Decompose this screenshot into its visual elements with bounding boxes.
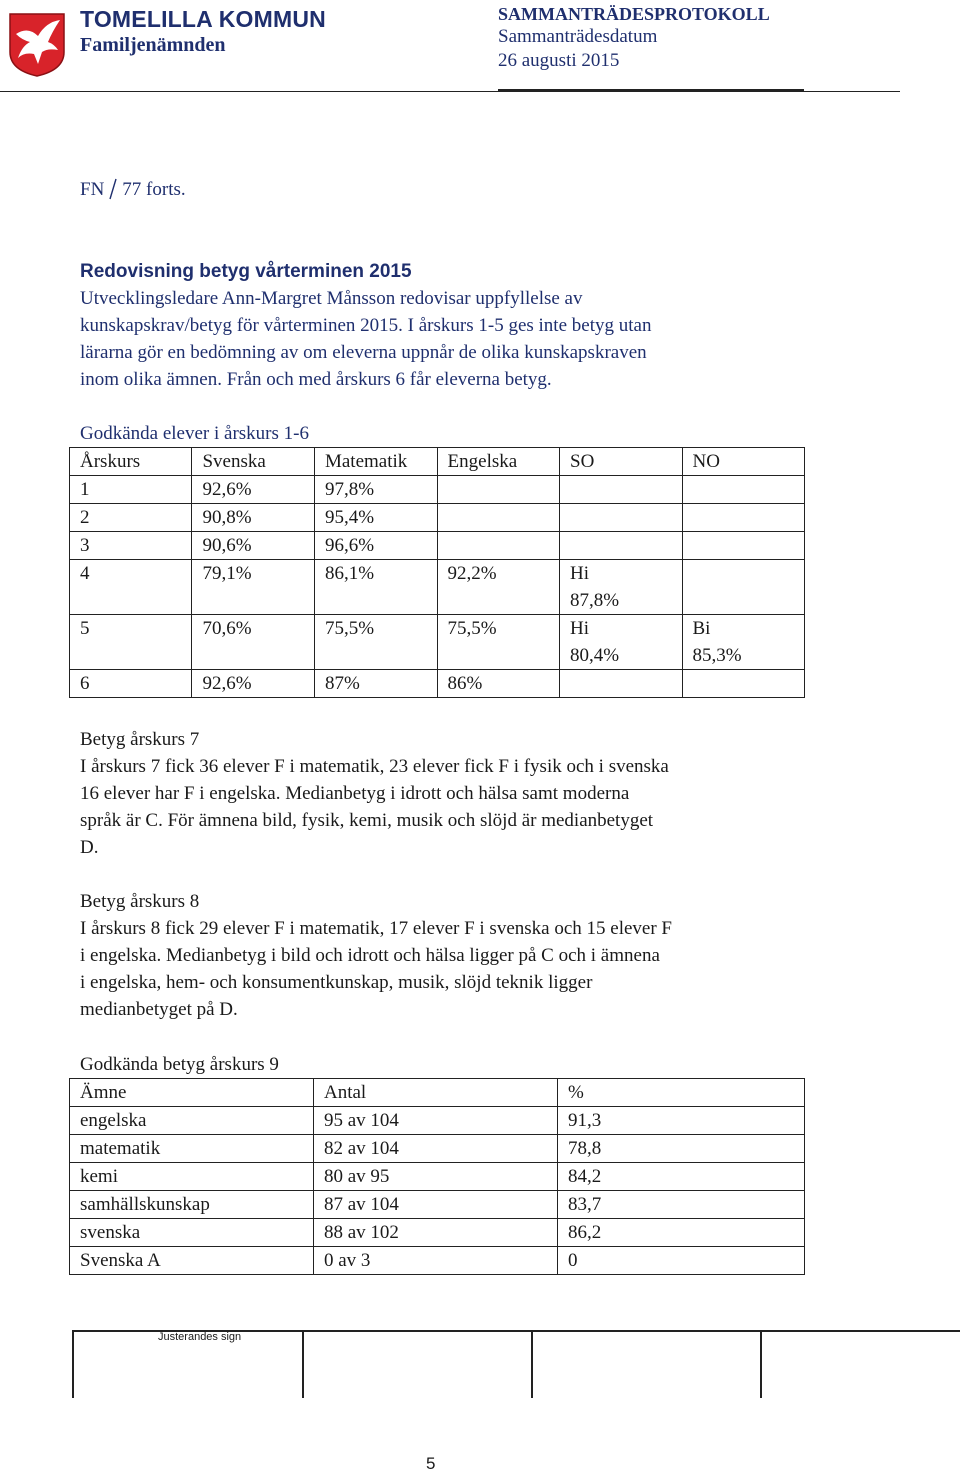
table-cell: 0 av 3	[314, 1247, 558, 1275]
table-row	[70, 1163, 805, 1191]
table-cell	[560, 560, 682, 615]
table-cell: 84,2	[558, 1163, 805, 1191]
table-row	[70, 532, 805, 560]
reference-prefix: FN	[80, 179, 105, 200]
reference-number: 77 forts.	[122, 179, 186, 200]
grades-9-table	[69, 1078, 805, 1275]
table-cell	[560, 670, 682, 698]
section-text-line: kunskapskrav/betyg för vårterminen 2015. I årskurs 1-5 ges inte betyg utan	[80, 315, 652, 336]
table-cell	[560, 504, 682, 532]
table-cell: 97,8%	[314, 476, 437, 504]
table-header-cell: %	[558, 1079, 805, 1107]
signature-cell-divider	[531, 1332, 533, 1398]
signature-cell-divider	[72, 1332, 74, 1398]
table-header-cell: NO	[682, 448, 805, 476]
table-header-cell: Ämne	[70, 1079, 314, 1107]
table-cell: 86,2	[558, 1219, 805, 1247]
table-cell	[560, 532, 682, 560]
header-divider	[0, 91, 900, 92]
table-cell: 92,2%	[437, 560, 560, 615]
table-cell: 87 av 104	[314, 1191, 558, 1219]
table-cell	[437, 532, 560, 560]
table-cell: 3	[70, 532, 192, 560]
grades-1-6-table	[69, 447, 805, 698]
table-cell: 78,8	[558, 1135, 805, 1163]
table-cell: 6	[70, 670, 192, 698]
table-cell	[560, 476, 682, 504]
grade8-text-line: I årskurs 8 fick 29 elever F i matematik, 17 elever F i svenska och 15 elever F	[80, 918, 672, 939]
table-row	[70, 615, 805, 670]
table-cell: 92,6%	[192, 670, 315, 698]
table-cell	[437, 504, 560, 532]
table-header-cell: Årskurs	[70, 448, 192, 476]
grade7-title: Betyg årskurs 7	[80, 729, 200, 750]
section-text-line: Utvecklingsledare Ann-Margret Månsson redovisar uppfyllelse av	[80, 288, 583, 309]
table-cell: 83,7	[558, 1191, 805, 1219]
table-header-cell: SO	[560, 448, 682, 476]
table-cell: 95,4%	[314, 504, 437, 532]
table-cell: 75,5%	[437, 615, 560, 670]
paragraph-reference	[80, 176, 186, 203]
table-row	[70, 1191, 805, 1219]
grade8-text-line: i engelska, hem- och konsumentkunskap, musik, slöjd teknik ligger	[80, 972, 593, 993]
signature-cell-divider	[302, 1332, 304, 1398]
table-cell: kemi	[70, 1163, 314, 1191]
table-row	[70, 1247, 805, 1275]
section-sign-icon	[108, 178, 118, 200]
table-cell: 96,6%	[314, 532, 437, 560]
table-header-row	[70, 1079, 805, 1107]
table-cell: engelska	[70, 1107, 314, 1135]
table-cell	[682, 670, 805, 698]
table-header-cell: Matematik	[314, 448, 437, 476]
table-row	[70, 560, 805, 615]
cell-subject-label: Hi	[570, 563, 590, 584]
page-number: 5	[426, 1454, 436, 1473]
table-cell: 2	[70, 504, 192, 532]
table-row	[70, 670, 805, 698]
table-cell: svenska	[70, 1219, 314, 1247]
table-cell	[682, 476, 805, 504]
table-cell	[682, 560, 805, 615]
table-header-cell: Engelska	[437, 448, 560, 476]
table2-caption: Godkända betyg årskurs 9	[80, 1054, 279, 1075]
cell-value: 87,8%	[570, 590, 620, 611]
table-header-cell: Antal	[314, 1079, 558, 1107]
table-row	[70, 476, 805, 504]
table-cell: 80 av 95	[314, 1163, 558, 1191]
table-header-cell: Svenska	[192, 448, 315, 476]
table-row	[70, 1219, 805, 1247]
cell-value: 80,4%	[570, 645, 620, 666]
table-row	[70, 504, 805, 532]
table-cell: 95 av 104	[314, 1107, 558, 1135]
grade8-text-line: medianbetyget på D.	[80, 999, 238, 1020]
table-cell: 90,8%	[192, 504, 315, 532]
table-cell	[682, 504, 805, 532]
section-title: Redovisning betyg vårterminen 2015	[80, 261, 412, 282]
protocol-date-label: Sammanträdesdatum	[498, 26, 658, 47]
table-header-row	[70, 448, 805, 476]
org-name: TOMELILLA KOMMUN	[80, 6, 326, 32]
table-cell: 88 av 102	[314, 1219, 558, 1247]
table-cell: 79,1%	[192, 560, 315, 615]
table-cell	[437, 476, 560, 504]
table-cell: 70,6%	[192, 615, 315, 670]
table-cell: 86,1%	[314, 560, 437, 615]
cell-value: 85,3%	[692, 645, 742, 666]
table-cell: 82 av 104	[314, 1135, 558, 1163]
grade8-text-line: i engelska. Medianbetyg i bild och idrott och hälsa ligger på C och i ämnena	[80, 945, 660, 966]
grade7-text-line: 16 elever har F i engelska. Medianbetyg i idrott och hälsa samt moderna	[80, 783, 630, 804]
table-cell: 86%	[437, 670, 560, 698]
table-cell: 5	[70, 615, 192, 670]
grade8-title: Betyg årskurs 8	[80, 891, 200, 912]
grade7-text-line: språk är C. För ämnena bild, fysik, kemi, musik och slöjd är medianbetyget	[80, 810, 654, 831]
table-cell: 91,3	[558, 1107, 805, 1135]
section-text-line: inom olika ämnen. Från och med årskurs 6 får eleverna betyg.	[80, 369, 552, 390]
table-cell	[682, 532, 805, 560]
table-row	[70, 1135, 805, 1163]
signature-cell-divider	[760, 1332, 762, 1398]
table-cell: 90,6%	[192, 532, 315, 560]
department-name: Familjenämnden	[80, 34, 226, 56]
table-cell: 1	[70, 476, 192, 504]
table-cell: Svenska A	[70, 1247, 314, 1275]
coat-of-arms-bird-icon	[8, 12, 66, 78]
table-cell	[682, 615, 805, 670]
table-cell: 0	[558, 1247, 805, 1275]
table-row	[70, 1107, 805, 1135]
table-cell: 4	[70, 560, 192, 615]
table-cell	[560, 615, 682, 670]
header-divider-accent	[498, 89, 804, 91]
table-cell: matematik	[70, 1135, 314, 1163]
protocol-title: SAMMANTRÄDESPROTOKOLL	[498, 4, 770, 24]
table1-caption: Godkända elever i årskurs 1-6	[80, 423, 309, 444]
table-cell: 92,6%	[192, 476, 315, 504]
section-text-line: lärarna gör en bedömning av om eleverna uppnår de olika kunskapskraven	[80, 342, 647, 363]
signature-label: Justerandes sign	[158, 1331, 242, 1343]
table-cell: 87%	[314, 670, 437, 698]
grade7-text-line: I årskurs 7 fick 36 elever F i matematik, 23 elever fick F i fysik och i svenska	[80, 756, 669, 777]
protocol-date: 26 augusti 2015	[498, 50, 620, 71]
cell-subject-label: Bi	[692, 618, 711, 639]
cell-subject-label: Hi	[570, 618, 590, 639]
table-cell: 75,5%	[314, 615, 437, 670]
table-cell: samhällskunskap	[70, 1191, 314, 1219]
grade7-text-line: D.	[80, 837, 99, 858]
